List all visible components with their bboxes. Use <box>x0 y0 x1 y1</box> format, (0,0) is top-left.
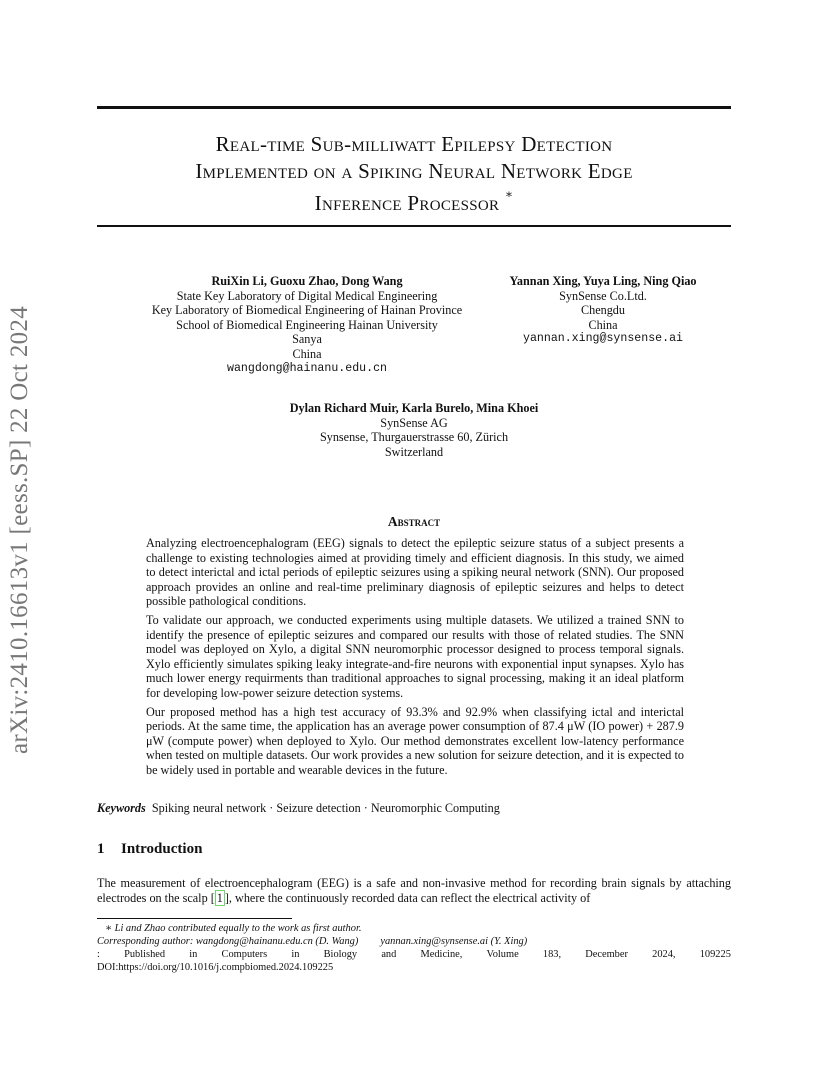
abstract-paragraph-3: Our proposed method has a high test accuracy of 93.3% and 92.9% when classifying ictal and interictal periods. At the same time, the application has an average power consumption of 87.4 μW (IO power) + 287.9 μW (compute power) when deployed to Xylo. Our method demonstrates excellent low-latency performance when tested on multiple datasets. Our work provides a new solution for seizure detection, and it is expected to be widely used in portable and wearable devices in the future. <box>146 704 684 777</box>
keywords-text: Spiking neural network · Seizure detection · Neuromorphic Computing <box>151 801 500 815</box>
affiliation-line: SynSense Co.Ltd. <box>559 288 647 303</box>
author-group-1 <box>112 274 502 376</box>
affiliation-line: China <box>292 346 322 361</box>
title-line-2: Implemented on a Spiking Neural Network Edge <box>195 159 633 183</box>
footnote-doi[interactable]: DOI:https://doi.org/10.1016/j.compbiomed.2024.109225 <box>97 962 334 973</box>
corresponding-author-left: Corresponding author: wangdong@hainanu.edu.cn (D. Wang) <box>97 936 359 947</box>
abstract-heading: Abstract <box>387 514 441 529</box>
citation-link[interactable]: 1 <box>216 890 223 905</box>
footnote-corresponding <box>97 935 731 948</box>
abstract-paragraph-2: To validate our approach, we conducted experiments using multiple datasets. We utilized a trained SNN to identify the presence of epileptic seizures and compared our results with those of related studies. The SNN model was deployed on Xylo, a digital SNN neuromorphic processor designed to process temporal signals. Xylo efficiently simulates spiking leaky integrate-and-fire neurons with exponential input synapses. Xylo has much lower energy requirments than traditional approaches to signal processing, making it an ideal platform for developing low-power seizure detection systems. <box>146 612 684 700</box>
keywords-label: Keywords <box>97 801 146 815</box>
author-group-2 <box>488 274 718 347</box>
affiliation-line: SynSense AG <box>380 415 448 430</box>
paper-title <box>97 131 731 217</box>
affiliation-line: Chengdu <box>580 303 625 318</box>
section-title: Introduction <box>121 841 203 857</box>
footnote-publication: : Published in Computers in Biology and Medicine, Volume 183, December 2024, 109225 <box>97 949 731 960</box>
section-number: 1 <box>97 841 105 857</box>
author-email[interactable]: wangdong@hainanu.edu.cn <box>226 361 388 375</box>
affiliation-line: Switzerland <box>384 444 444 459</box>
abstract-body <box>146 536 684 782</box>
affiliation-line: School of Biomedical Engineering Hainan University <box>176 317 438 332</box>
title-line-3: Inference Processor ∗ <box>314 187 514 215</box>
author-names: Yannan Xing, Yuya Ling, Ning Qiao <box>509 274 697 288</box>
arxiv-id: arXiv:2410.16613v1 [eess.SP] 22 Oct 2024 <box>6 305 33 755</box>
introduction-text: The measurement of electroencephalogram (EEG) is a safe and non-invasive method for recording brain signals by attaching electrodes on the scalp [ 1 ], where the continuously recorded data can reflect the electrical activity of <box>97 876 731 905</box>
affiliation-line: Key Laboratory of Biomedical Engineering of Hainan Province <box>151 303 463 318</box>
title-footnote-mark: ∗ <box>504 187 514 201</box>
title-bottom-rule <box>97 225 731 227</box>
keywords <box>97 801 500 816</box>
affiliation-line: Sanya <box>292 332 322 347</box>
author-names: RuiXin Li, Guoxu Zhao, Dong Wang <box>211 274 403 288</box>
author-email[interactable]: yannan.xing@synsense.ai <box>522 332 684 346</box>
footnote-equal-contribution: ∗ Li and Zhao contributed equally to the work as first author. <box>105 923 362 934</box>
abstract-paragraph-1: Analyzing electroencephalogram (EEG) signals to detect the epileptic seizure status of a subject presents a challenge to existing technologies aimed at providing timely and efficient diagnosis. In this study, we aimed to detect interictal and ictal periods of epileptic seizures using a spiking neural network (SNN). Our proposed approach provides an online and real-time preliminary diagnosis of epileptic seizures and helps to detect possible pathological conditions. <box>146 536 684 609</box>
author-names: Dylan Richard Muir, Karla Burelo, Mina Khoei <box>289 401 539 415</box>
title-top-rule <box>97 106 731 109</box>
affiliation-line: State Key Laboratory of Digital Medical Engineering <box>176 288 438 303</box>
footnote-rule <box>97 918 292 919</box>
corresponding-author-right: yannan.xing@synsense.ai (Y. Xing) <box>380 936 528 947</box>
affiliation-line: Synsense, Thurgauerstrasse 60, Zürich <box>319 430 509 445</box>
author-group-3 <box>214 401 614 459</box>
title-line-1: Real-time Sub-milliwatt Epilepsy Detection <box>215 132 613 156</box>
affiliation-line: China <box>588 317 618 332</box>
section-heading <box>97 841 202 858</box>
footnotes <box>97 922 731 974</box>
